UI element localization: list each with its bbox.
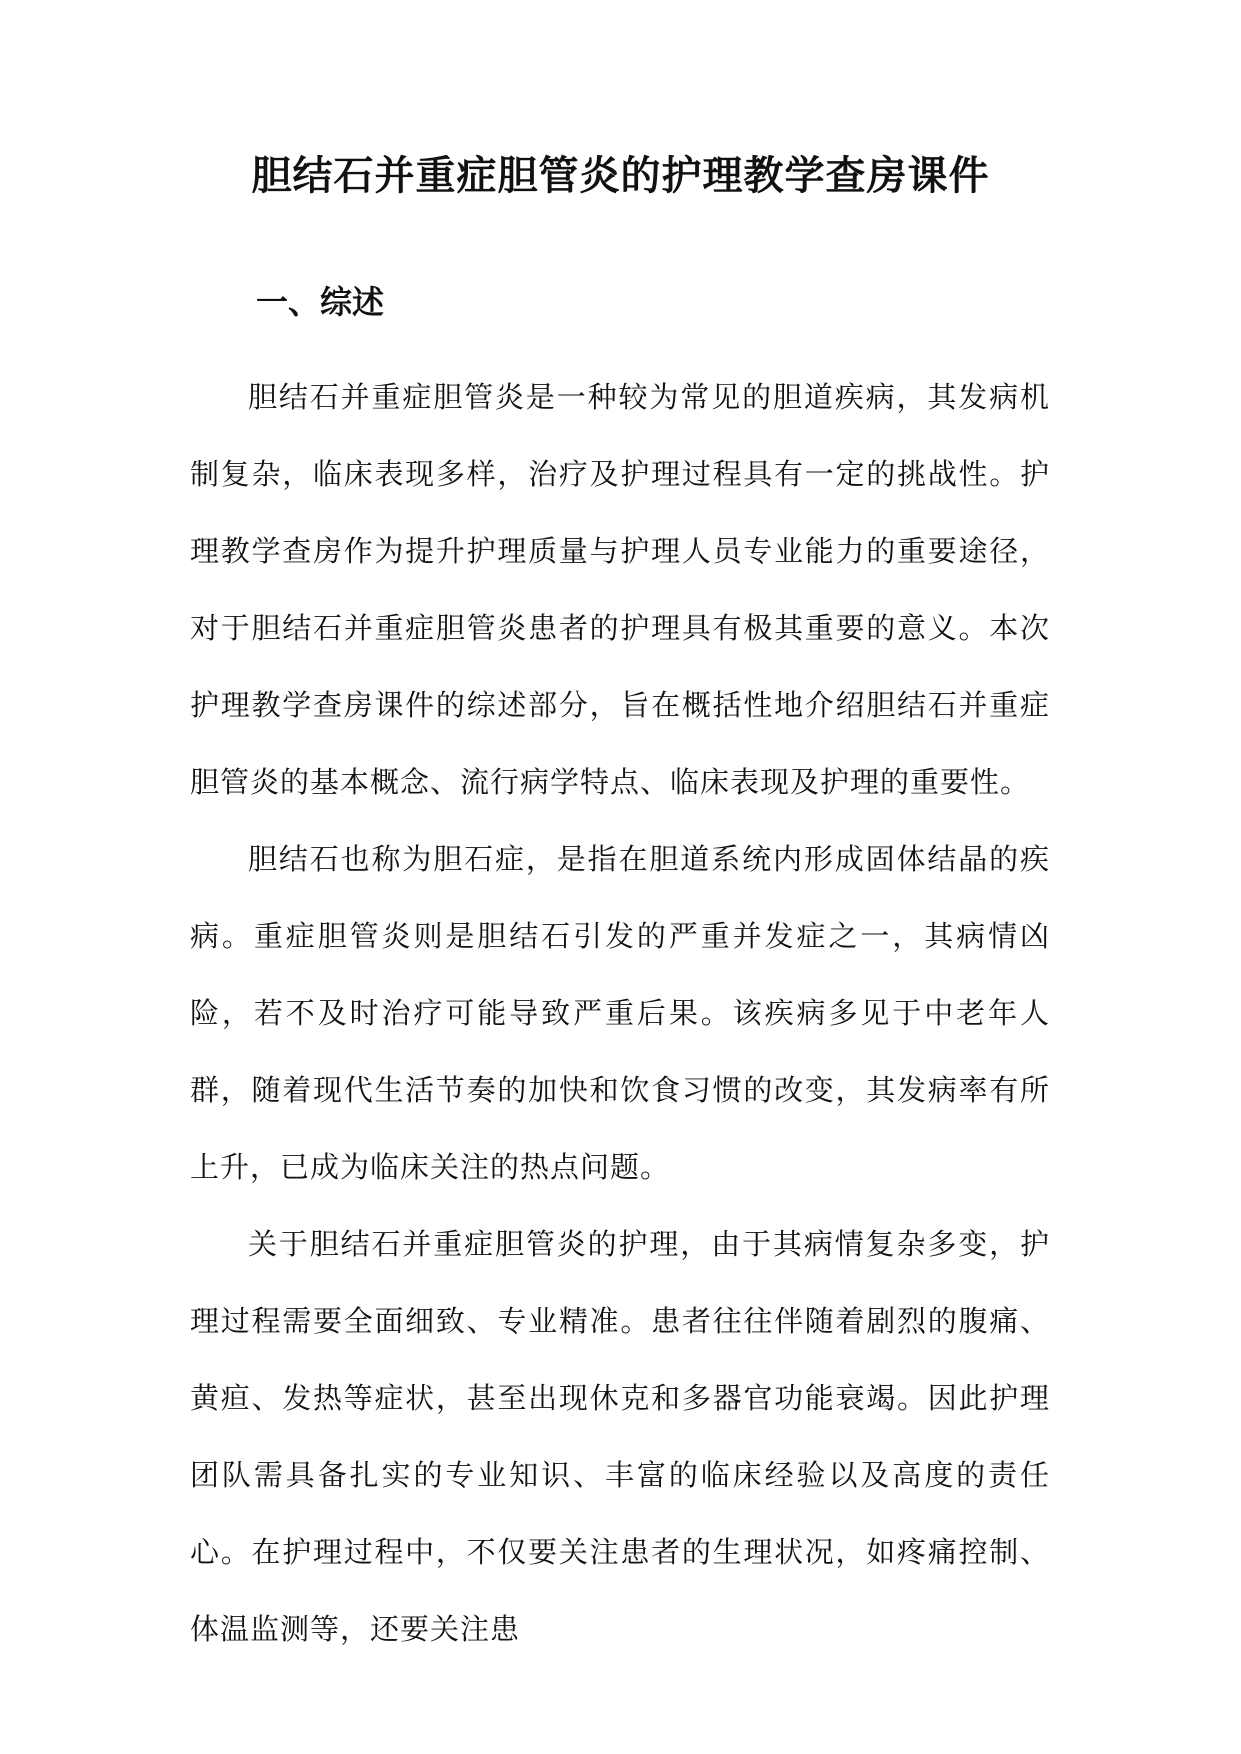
document-body <box>190 359 1050 1668</box>
paragraph-nursing: 关于胆结石并重症胆管炎的护理，由于其病情复杂多变，护理过程需要全面细致、专业精准。患者往往伴随着剧烈的腹痛、黄疸、发热等症状，甚至出现休克和多器官功能衰竭。因此护理团队需具备扎实的专业知识、丰富的临床经验以及高度的责任心。在护理过程中，不仅要关注患者的生理状况，如疼痛控制、体温监测等，还要关注患 <box>190 1227 1050 1646</box>
section-heading-overview: 一、综述 <box>256 283 385 321</box>
paragraph-introduction: 胆结石并重症胆管炎是一种较为常见的胆道疾病，其发病机制复杂，临床表现多样，治疗及护理过程具有一定的挑战性。护理教学查房作为提升护理质量与护理人员专业能力的重要途径，对于胆结石并重症胆管炎患者的护理具有极其重要的意义。本次护理教学查房课件的综述部分，旨在概括性地介绍胆结石并重症胆管炎的基本概念、流行病学特点、临床表现及护理的重要性。 <box>190 380 1050 799</box>
paragraph-definition: 胆结石也称为胆石症，是指在胆道系统内形成固体结晶的疾病。重症胆管炎则是胆结石引发的严重并发症之一，其病情凶险，若不及时治疗可能导致严重后果。该疾病多见于中老年人群，随着现代生活节奏的加快和饮食习惯的改变，其发病率有所上升，已成为临床关注的热点问题。 <box>190 842 1050 1184</box>
document-title: 胆结石并重症胆管炎的护理教学查房课件 <box>251 152 990 199</box>
